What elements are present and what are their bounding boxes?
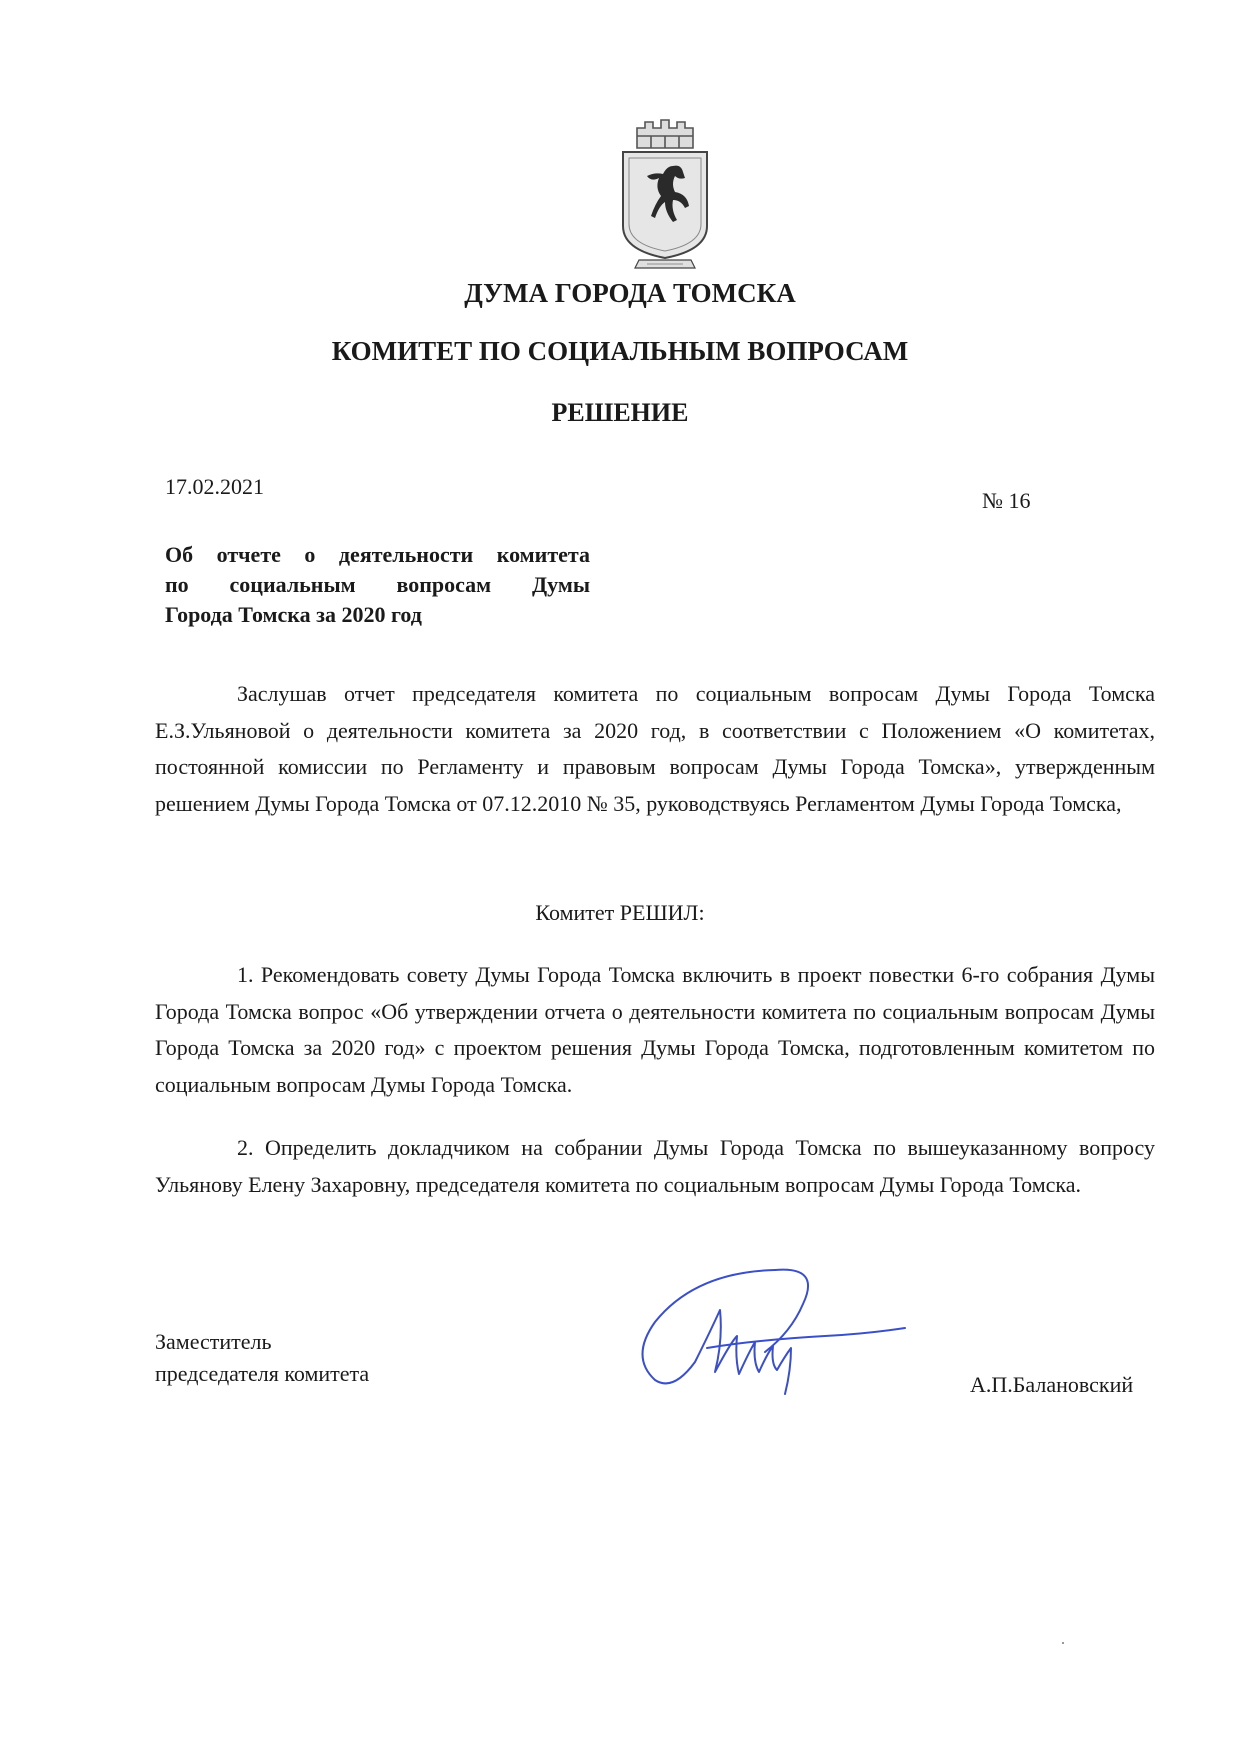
- signatory-role: [155, 1326, 369, 1390]
- subject-line-1: Об отчете о деятельности комитета: [165, 542, 590, 567]
- signatory-role-line-1: Заместитель: [155, 1329, 272, 1354]
- decision-subject: [165, 540, 590, 630]
- signatory-name: А.П.Балановский: [970, 1372, 1134, 1397]
- decided-heading: Комитет РЕШИЛ:: [535, 900, 705, 925]
- decision-number: № 16: [982, 488, 1031, 513]
- coat-of-arms-emblem: [615, 108, 715, 278]
- handwritten-signature: [625, 1262, 910, 1397]
- preamble-paragraph: Заслушав отчет председателя комитета по социальным вопросам Думы Города Томска Е.З.Ульяновой о деятельности комитета за 2020 год, в соответствии с Положением «О комитетах, постоянной комиссии по Регламенту и правовым вопросам Думы Города Томска», утвержденным решением Думы Города Томска от 07.12.2010 № 35, руководствуясь Регламентом Думы Города Томска,: [155, 681, 1155, 816]
- subject-line-3: Города Томска за 2020 год: [165, 602, 422, 627]
- decision-item-2: 2. Определить докладчиком на собрании Думы Города Томска по вышеуказанному вопросу Ульянову Елену Захаровну, председателя комитета по социальным вопросам Думы Города Томска.: [155, 1135, 1155, 1197]
- organization-title: ДУМА ГОРОДА ТОМСКА: [464, 278, 796, 308]
- subject-line-2: по социальным вопросам Думы: [165, 572, 590, 597]
- scan-speck: [1062, 1642, 1064, 1644]
- decision-date: 17.02.2021: [165, 474, 264, 499]
- committee-title: КОМИТЕТ ПО СОЦИАЛЬНЫМ ВОПРОСАМ: [331, 336, 909, 366]
- signatory-role-line-2: председателя комитета: [155, 1361, 370, 1386]
- document-type-title: РЕШЕНИЕ: [551, 398, 689, 427]
- decision-item-1: 1. Рекомендовать совету Думы Города Томска включить в проект повестки 6-го собрания Думы Города Томска вопрос «Об утверждении отчета о деятельности комитета по социальным вопросам Думы Города Томска за 2020 год» с проектом решения Думы Города Томска, подготовленным комитетом по социальным вопросам Думы Города Томска.: [155, 962, 1155, 1097]
